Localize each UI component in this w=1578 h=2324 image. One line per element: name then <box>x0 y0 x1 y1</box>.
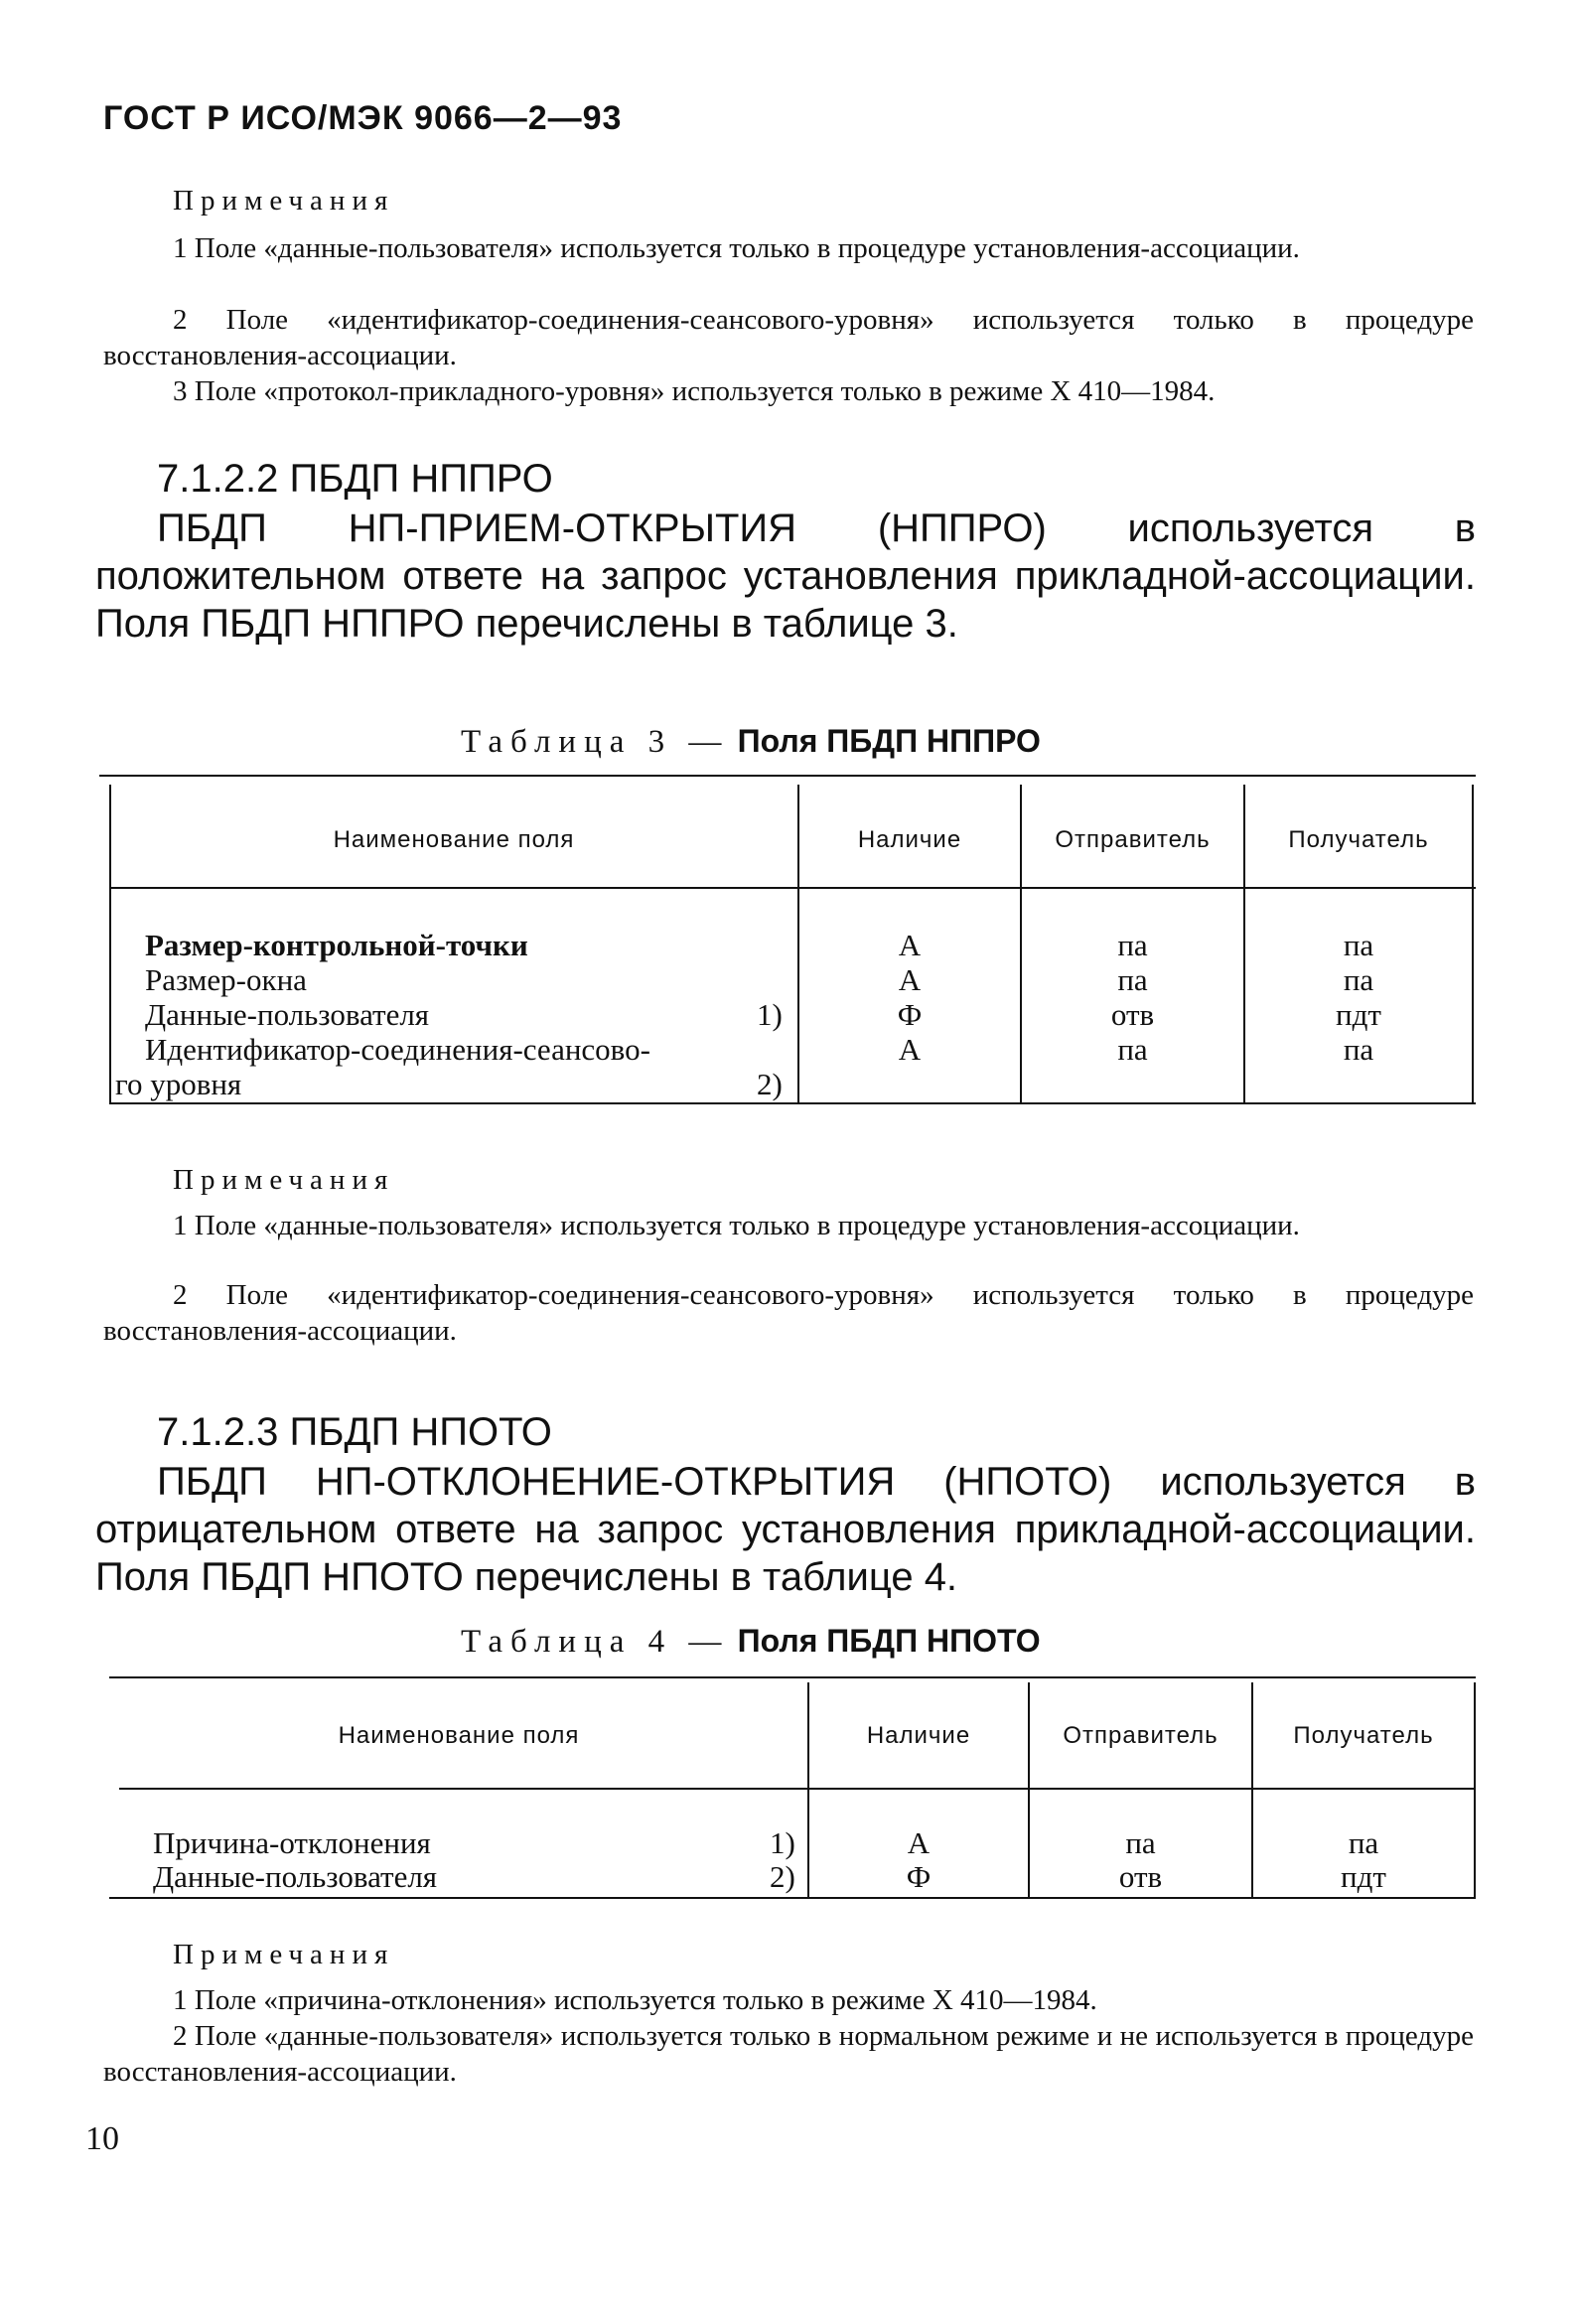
note-item: 2 Поле «идентификатор-соединения-сеансового-уровня» используется только в процедуре восстановления-ассоциации. <box>103 304 1474 371</box>
note-item: 2 Поле «идентификатор-соединения-сеансового-уровня» используется только в процедуре восстановления-ассоциации. <box>103 1279 1474 1347</box>
table-caption-prefix: Таблица 4 — <box>461 1624 730 1660</box>
table-cell-sender: па <box>1117 962 1148 997</box>
table-border-right <box>1474 1682 1476 1897</box>
table-header-rule <box>119 1788 1476 1790</box>
page-number: 10 <box>85 2120 119 2157</box>
table-cell-sender: отв <box>1110 997 1155 1032</box>
table-border-bottom <box>109 1102 1476 1104</box>
table-border-top <box>99 775 1476 777</box>
table-cell-footnote: 1) <box>770 1825 795 1860</box>
table-cell-receiver: пдт <box>1341 1859 1386 1894</box>
note-item: 1 Поле «причина-отклонения» используется только в режиме X 410—1984. <box>173 1984 1097 2016</box>
table-cell-sender: па <box>1125 1825 1156 1860</box>
table-cell-name: Причина-отклонения <box>153 1825 431 1860</box>
table-cell-receiver: па <box>1343 1032 1374 1067</box>
table-cell-presence: Ф <box>906 1859 932 1894</box>
table-cell-receiver: па <box>1343 962 1374 997</box>
table-header-cell: Получатель <box>1293 1722 1434 1749</box>
table-caption <box>461 723 1041 761</box>
table-cell-footnote: 2) <box>770 1859 795 1894</box>
table-cell-sender: па <box>1117 1032 1148 1067</box>
table-cell-footnote: 2) <box>757 1067 783 1101</box>
table-caption <box>461 1623 1041 1661</box>
table-caption-title: Поля ПБДП НПОТО <box>737 1623 1041 1659</box>
table-border-top <box>109 1676 1476 1678</box>
table-cell-name: Размер-окна <box>145 962 307 997</box>
table-header-cell: Наименование поля <box>333 826 575 853</box>
table-cell-receiver: па <box>1343 928 1374 962</box>
section-heading: 7.1.2.2 ПБДП НППРО <box>157 457 553 501</box>
note-item: 2 Поле «данные-пользователя» используется только в нормальном режиме и не используется в процедуре восстановления-ассоциации. <box>103 2020 1474 2088</box>
table-cell-sender: па <box>1117 928 1148 962</box>
table-cell-name: Размер-контрольной-точки <box>145 928 528 962</box>
table-header-cell: Получатель <box>1288 826 1429 853</box>
notes-title: Примечания <box>173 1164 395 1196</box>
table-cell-footnote: 1) <box>757 997 783 1032</box>
section-paragraph: ПБДП НП-ПРИЕМ-ОТКРЫТИЯ (НППРО) используется в положительном ответе на запрос установления прикладной-ассоциации. Поля ПБДП НППРО перечислены в таблице 3. <box>95 507 1476 646</box>
section-heading: 7.1.2.3 ПБДП НПОТО <box>157 1410 552 1454</box>
table-cell-presence: Ф <box>897 997 923 1032</box>
table-header-cell: Отправитель <box>1063 1722 1219 1749</box>
table-caption-prefix: Таблица 3 — <box>461 724 730 760</box>
table-cell-name: го уровня <box>115 1067 242 1101</box>
note-item: 1 Поле «данные-пользователя» используется только в процедуре установления-ассоциации. <box>173 1210 1300 1241</box>
table-cell-name: Данные-пользователя <box>153 1859 438 1894</box>
notes-title: Примечания <box>173 1939 395 1970</box>
table-header-cell: Наименование поля <box>338 1722 580 1749</box>
notes-title: Примечания <box>173 185 395 217</box>
table-cell-presence: А <box>907 1825 931 1860</box>
table-cell-presence: А <box>898 1032 922 1067</box>
table-header-cell: Отправитель <box>1055 826 1211 853</box>
table-cell-name: Идентификатор-соединения-сеансово- <box>145 1032 650 1067</box>
table-cell-name: Данные-пользователя <box>145 997 430 1032</box>
table-header-cell: Наличие <box>866 1722 971 1749</box>
table-border-right <box>1472 785 1474 1102</box>
table-border-bottom <box>109 1897 1476 1899</box>
table-cell-sender: отв <box>1118 1859 1163 1894</box>
note-item: 3 Поле «протокол-прикладного-уровня» используется только в режиме X 410—1984. <box>173 375 1216 407</box>
table-cell-receiver: пдт <box>1336 997 1381 1032</box>
section-paragraph: ПБДП НП-ОТКЛОНЕНИЕ-ОТКРЫТИЯ (НПОТО) используется в отрицательном ответе на запрос установления прикладной-ассоциации. Поля ПБДП НПОТО перечислены в таблице 4. <box>95 1460 1476 1599</box>
table-header-cell: Наличие <box>857 826 962 853</box>
table-header-rule <box>109 887 1476 889</box>
table-cell-receiver: па <box>1348 1825 1379 1860</box>
note-item: 1 Поле «данные-пользователя» используется только в процедуре установления-ассоциации. <box>173 232 1300 264</box>
table-cell-presence: А <box>898 962 922 997</box>
table-cell-presence: А <box>898 928 922 962</box>
standard-header: ГОСТ Р ИСО/МЭК 9066—2—93 <box>103 99 623 137</box>
table-caption-title: Поля ПБДП НППРО <box>737 723 1041 759</box>
